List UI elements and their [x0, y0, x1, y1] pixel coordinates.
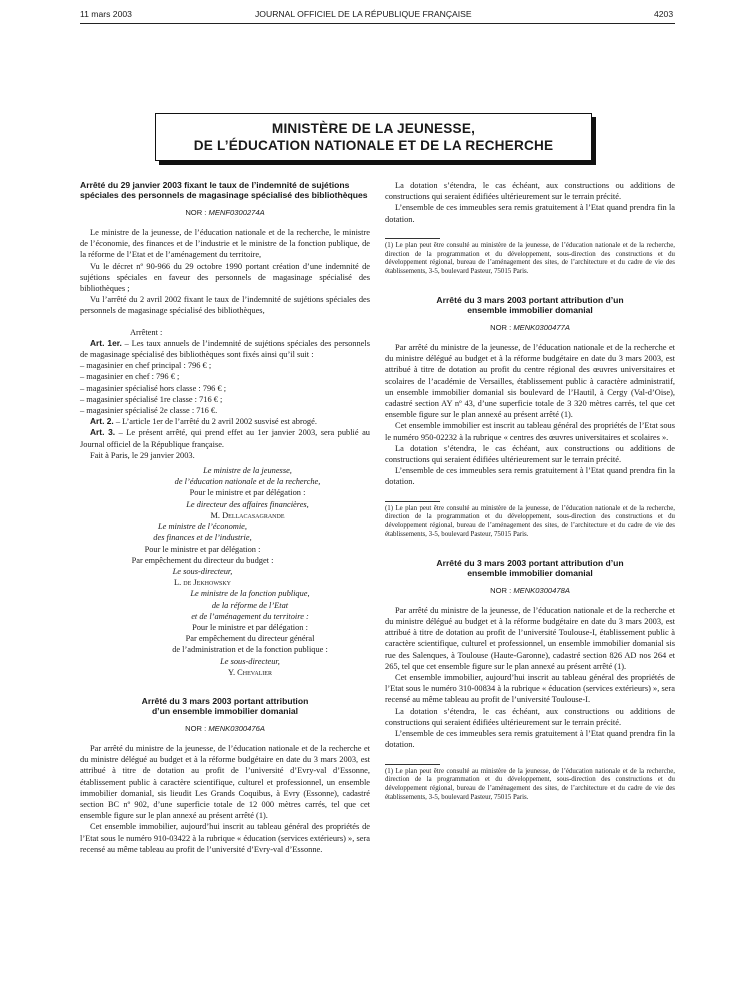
- footnote-rule: [385, 238, 440, 239]
- paragraph: Par arrêté du ministre de la jeunesse, de l’éducation nationale et de la recherche et du ministre délégué au budget et à la réforme budgétaire en date du 3 mars 2003, est attribué à titre de dotation au profit de l’université d’Evry-val d’Essonne, établissement public à caractère scientifique, culturel et professionnel, un ensemble immobilier domanial, sis lieudit Les Grands Coquibus, à Evry (Essonne), cadastré section BC nº 902, d’une superficie totale de 12 000 mètres carrés, tel que cet ensemble figure sur le plan annexé au présent arrêté (1).: [80, 743, 370, 821]
- article-3: [80, 427, 370, 449]
- paragraph: L’ensemble de ces immeubles sera remis gratuitement à l’Etat quand prendra fin la dotation.: [385, 466, 675, 487]
- ministry-title-line1: MINISTÈRE DE LA JEUNESSE,: [271, 121, 476, 136]
- footnote-rule: [385, 764, 440, 765]
- signature-line: Le sous-directeur,: [172, 566, 233, 576]
- nor-code: MENK0300477A: [513, 322, 570, 332]
- paragraph: La dotation s’étendra, le cas échéant, aux constructions ou additions de constructions qui seraient édifiées ultérieurement sur le terrain précité.: [385, 443, 675, 465]
- signature-block-1: [80, 465, 370, 521]
- paragraph: L’ensemble de ces immeubles sera remis gratuitement à l’Etat quand prendra fin la dotation.: [385, 203, 675, 224]
- paragraph: Cet ensemble immobilier, aujourd’hui inscrit au tableau général des propriétés de l’Etat sous le numéro 910-03422 à la rubrique « éducation (services extérieurs) », sera recensé au même tableau au profit de l’université d’Evry-val d’Essonne.: [80, 822, 370, 854]
- page-header: [0, 0, 748, 28]
- header-journal-title: JOURNAL OFFICIEL DE LA RÉPUBLIQUE FRANÇAISE: [255, 9, 472, 19]
- nor-label: NOR :: [185, 723, 209, 733]
- nor-code: MENK0300476A: [208, 723, 265, 733]
- nor-label: NOR :: [185, 207, 209, 217]
- signature-block-2: [80, 521, 370, 588]
- right-column: [385, 180, 675, 803]
- paragraph: Cet ensemble immobilier, aujourd’hui inscrit au tableau général des propriétés de l’Etat sous le numéro 310-00834 à la rubrique « éducation (services extérieurs) », sera recensé au même tableau au profit de l’université Toulouse-I.: [385, 673, 675, 705]
- paragraph: Par arrêté du ministre de la jeunesse, de l’éducation nationale et de la recherche et du ministre délégué au budget et à la réforme budgétaire en date du 3 mars 2003, est attribué à titre de dotation au profit du centre régional des œuvres universitaires et scolaires de l’académie de Versailles, établissement public à caractère administratif, un ensemble immobilier domanial sis boulevard de l’Hautil, à Cergy (Val-d’Oise), cadastré section AY nº 43, d’une superficie totale de 3 320 mètres carrés, tel que cet ensemble figure sur le plan annexé au présent arrêté (1).: [385, 343, 675, 420]
- article-label: Art. 3.: [90, 427, 116, 438]
- list-item: – magasinier en chef : 796 € ;: [80, 372, 180, 382]
- signature-line: et de l’aménagement du territoire :: [191, 611, 309, 621]
- left-column: [80, 180, 370, 855]
- header-date: 11 mars 2003: [80, 9, 132, 19]
- list-item: – magasinier en chef principal : 796 € ;: [80, 361, 212, 371]
- article3-title: Arrêté du 3 mars 2003 portant attribution d’un ensemble immobilier domanial: [436, 295, 624, 316]
- header-rule: [80, 23, 675, 24]
- paragraph: Le ministre de la jeunesse, de l’éducation nationale et de la recherche, le ministre de l’économie, des finances et de l’industrie et le ministre de la fonction publique, de la réforme de l’Etat et de l’aménagement du territoire,: [80, 228, 370, 260]
- article-text: – L’article 1er de l’arrêté du 2 avril 2002 susvisé est abrogé.: [113, 417, 317, 427]
- arretent: Arrêtent :: [130, 327, 163, 337]
- nor-code: MENK0300478A: [513, 585, 570, 595]
- signature-line: de l’éducation nationale et de la recherche,: [174, 477, 321, 487]
- article1-nor: [80, 207, 370, 218]
- nor-label: NOR :: [490, 322, 514, 332]
- signature-name: L. de Jekhowsky: [174, 578, 231, 588]
- signature-line: Par empêchement du directeur du budget :: [131, 555, 274, 565]
- signature-block-3: [80, 588, 370, 678]
- footnote: (1) Le plan peut être consulté au ministère de la jeunesse, de l’éducation nationale et de la recherche, direction de la programmation et du développement, sous-direction des constructions et du développement régional, bureau de l’aménagement des sites, de l’architecture et du cadre de vie des établissements, 3-5, boulevard Pasteur, 75015 Paris.: [385, 767, 675, 801]
- paragraph: Par arrêté du ministre de la jeunesse, de l’éducation nationale et de la recherche et du ministre délégué au budget et à la réforme budgétaire en date du 3 mars 2003, est attribué à titre de dotation au profit de l’université Toulouse-I, établissement public à caractère scientifique, culturel et professionnel, un ensemble immobilier domanial sis rue des Salenques, à Toulouse (Haute-Garonne), cadastré section 826 AD nos 264 et 265, tel que cet ensemble figure sur le plan annexé au présent arrêté (1).: [385, 605, 675, 671]
- rate-list: [80, 360, 370, 416]
- signature-line: Le directeur des affaires financières,: [186, 499, 309, 509]
- signature-line: de l’administration et de la fonction publique :: [172, 645, 328, 655]
- signature-line: Pour le ministre et par délégation :: [192, 622, 308, 632]
- nor-label: NOR :: [490, 585, 514, 595]
- footnote: (1) Le plan peut être consulté au ministère de la jeunesse, de l’éducation nationale et de la recherche, direction de la programmation et du développement, sous-direction des constructions et du développement régional, bureau de l’aménagement des sites, de l’architecture et du cadre de vie des établissements, 3-5, boulevard Pasteur, 75015 Paris.: [385, 241, 675, 276]
- signature-name: Y. Chevalier: [228, 667, 272, 677]
- article2-nor: [80, 723, 370, 734]
- article1-title: Arrêté du 29 janvier 2003 fixant le taux de l’indemnité de sujétions spéciales des personnels de magasinage spécialisé des bibliothèques: [80, 180, 368, 201]
- article2-title: Arrêté du 3 mars 2003 portant attribution d’un ensemble immobilier domanial: [141, 695, 309, 717]
- article-text: – Le présent arrêté, qui prend effet au 1er janvier 2003, sera publié au Journal officiel de la République française.: [80, 428, 370, 449]
- article-1: [80, 338, 370, 360]
- header-page-number: 4203: [654, 9, 674, 19]
- article-label: Art. 2.: [90, 416, 114, 427]
- signature-line: Par empêchement du directeur général: [185, 634, 315, 644]
- article-label: Art. 1er.: [90, 337, 122, 348]
- article4-nor: [385, 585, 675, 596]
- signature-line: Le ministre de la fonction publique,: [190, 589, 310, 599]
- ministry-title-line2: DE L’ÉDUCATION NATIONALE ET DE LA RECHERCHE: [193, 138, 554, 153]
- list-item: – magasinier spécialisé 1re classe : 716 € ;: [80, 394, 223, 404]
- signature-line: de la réforme de l’Etat: [211, 600, 289, 610]
- signature-name: M. Dellacasagrande: [210, 510, 285, 520]
- signature-line: Le ministre de l’économie,: [157, 522, 247, 532]
- signature-line: Le sous-directeur,: [220, 656, 280, 666]
- footnote-rule: [385, 501, 440, 502]
- signature-line: des finances et de l’industrie,: [153, 533, 252, 543]
- article-2: [80, 416, 370, 427]
- paragraph: L’ensemble de ces immeubles sera remis gratuitement à l’Etat quand prendra fin la dotation.: [385, 729, 675, 750]
- nor-code: MENF0300274A: [208, 207, 265, 217]
- signature-line: Pour le ministre et par délégation :: [144, 544, 261, 554]
- ministry-title-box: [155, 113, 592, 161]
- article4-title: Arrêté du 3 mars 2003 portant attribution d’un ensemble immobilier domanial: [436, 557, 624, 579]
- article-text: – Les taux annuels de l’indemnité de sujétions spéciales des personnels de magasinage spécialisé des bibliothèques sont fixés ainsi qu’il suit :: [80, 338, 370, 360]
- paragraph: La dotation s’étendra, le cas échéant, aux constructions ou additions de constructions qui seraient édifiées ultérieurement sur le terrain précité.: [385, 706, 675, 727]
- paragraph: La dotation s’étendra, le cas échéant, aux constructions ou additions de constructions qui seraient édifiées ultérieurement sur le terrain précité.: [385, 181, 675, 202]
- footnote: (1) Le plan peut être consulté au ministère de la jeunesse, de l’éducation nationale et de la recherche, direction de la programmation et du développement, sous-direction des constructions et du développement régional, bureau de l’aménagement des sites, de l’architecture et du cadre de vie des établissements, 3-5, boulevard Pasteur, 75015 Paris.: [385, 504, 675, 539]
- paragraph: Vu l’arrêté du 2 avril 2002 fixant le taux de l’indemnité de sujétions spéciales des personnels de magasinage spécialisé des bibliothèques,: [80, 295, 370, 316]
- paragraph: Vu le décret nº 90-966 du 29 octobre 1990 portant création d’une indemnité de sujétions spéciales en faveur des personnels de magasinage spécialisé des bibliothèques ;: [80, 261, 370, 294]
- article3-nor: [385, 322, 675, 333]
- signature-line: Le ministre de la jeunesse,: [203, 466, 292, 476]
- fait-a-paris: Fait à Paris, le 29 janvier 2003.: [90, 450, 195, 460]
- paragraph: Cet ensemble immobilier est inscrit au tableau général des propriétés de l’Etat sous le numéro 950-02232 à la rubrique « centres des œuvres universitaires et scolaires ».: [385, 421, 675, 442]
- list-item: – magasinier spécialisé hors classe : 796 € ;: [80, 383, 227, 393]
- signature-line: Pour le ministre et par délégation :: [189, 488, 306, 498]
- list-item: – magasinier spécialisé 2e classe : 716 €.: [80, 406, 218, 416]
